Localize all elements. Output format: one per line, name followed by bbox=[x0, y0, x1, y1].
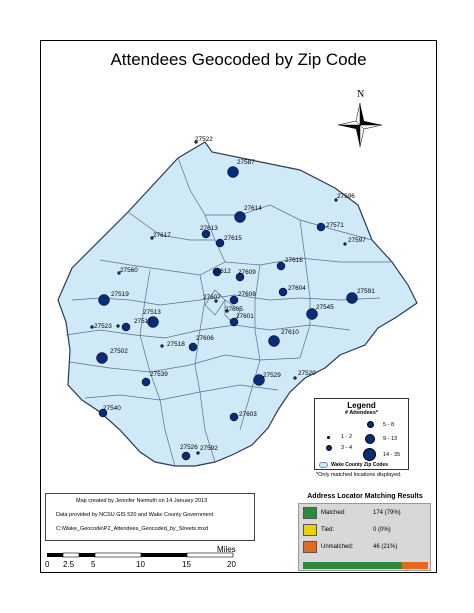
tied-value: 0 (0%) bbox=[373, 527, 391, 533]
legend-class-3: 5 - 8 bbox=[383, 422, 395, 428]
zip-label: 27518 bbox=[167, 341, 185, 348]
zip-label: 27613 bbox=[200, 225, 218, 232]
legend-note: *Only matched locations displayed. bbox=[316, 472, 402, 478]
zip-label: 27610 bbox=[281, 329, 299, 336]
zip-label: 27545 bbox=[316, 304, 334, 311]
zip-label: 27519 bbox=[111, 291, 129, 298]
attendee-dot bbox=[182, 452, 190, 460]
attendee-dot bbox=[161, 345, 164, 348]
legend-class-5: 14 - 35 bbox=[383, 452, 401, 458]
attendee-dot bbox=[97, 353, 108, 364]
zip-label: 27529 bbox=[263, 372, 281, 379]
legend-class-1: 1 - 2 bbox=[341, 434, 353, 440]
legend-dot-3 bbox=[367, 421, 374, 428]
legend-dot-5 bbox=[363, 448, 376, 461]
attendee-dot bbox=[277, 262, 285, 270]
tied-swatch bbox=[303, 524, 317, 536]
legend-class-2: 3 - 4 bbox=[341, 445, 353, 451]
unmatched-label: Unmatched: bbox=[321, 544, 354, 550]
scale-bar bbox=[47, 553, 233, 557]
zip-label: 27617 bbox=[153, 232, 171, 239]
zip-label: 27604 bbox=[288, 285, 306, 292]
results-row-tied bbox=[303, 524, 428, 537]
zip-label: 27609 bbox=[238, 269, 256, 276]
legend-dot-4 bbox=[365, 434, 375, 444]
legend-dot-2 bbox=[326, 445, 332, 451]
zip-label: 27560 bbox=[120, 267, 138, 274]
zip-label: 27614 bbox=[244, 205, 262, 212]
scale-tick: 5 bbox=[91, 560, 96, 569]
zip-label: 27592 bbox=[200, 445, 218, 452]
matched-value: 174 (79%) bbox=[373, 510, 401, 516]
zip-label: 27522 bbox=[195, 136, 213, 143]
unmatched-swatch bbox=[303, 541, 317, 553]
zip-label: 27601 bbox=[236, 313, 254, 320]
zip-label: 27526 bbox=[180, 444, 198, 451]
scale-tick: 20 bbox=[227, 560, 236, 569]
attendee-dot bbox=[269, 336, 280, 347]
zip-label: 27605 bbox=[225, 306, 243, 313]
attendee-dot bbox=[117, 325, 120, 328]
legend-subtitle: # Attendees* bbox=[344, 410, 379, 416]
attendee-dot bbox=[235, 212, 246, 223]
credits-line-3: C:\Wake_Geocode\P2_Attendees_Geocoded_by_Streets.mxd bbox=[56, 526, 209, 532]
zip-label: 27607 bbox=[203, 294, 221, 301]
north-label: N bbox=[357, 89, 365, 100]
zip-label: 27606 bbox=[196, 335, 214, 342]
scale-tick: 0 bbox=[45, 560, 50, 569]
map-title: Attendees Geocoded by Zip Code bbox=[110, 50, 367, 69]
zip-label: 27540 bbox=[103, 405, 121, 412]
zip-label: 27502 bbox=[110, 348, 128, 355]
attendee-dot bbox=[99, 295, 110, 306]
zip-label: 27596 bbox=[337, 193, 355, 200]
north-arrow-icon bbox=[338, 103, 382, 147]
matched-swatch bbox=[303, 507, 317, 519]
scale-unit: Miles bbox=[217, 545, 236, 554]
scale-tick: 2.5 bbox=[63, 560, 75, 569]
zip-label: 27603 bbox=[239, 411, 257, 418]
unmatched-value: 46 (21%) bbox=[373, 544, 398, 550]
attendee-dot bbox=[294, 377, 297, 380]
zip-label: 27511 bbox=[134, 318, 152, 325]
legend-class-4: 9 - 13 bbox=[383, 436, 398, 442]
attendee-dot bbox=[347, 293, 358, 304]
legend-title: Legend bbox=[347, 401, 376, 410]
results-row-unmatched bbox=[303, 541, 428, 554]
zip-label: 27608 bbox=[238, 291, 256, 298]
zip-label: 27513 bbox=[143, 309, 161, 316]
results-title: Address Locator Matching Results bbox=[307, 493, 423, 500]
zip-label: 27616 bbox=[285, 257, 303, 264]
zip-label: 27587 bbox=[237, 159, 255, 166]
credits-line-2: Data provided by NCSU GIS 520 and Wake County Government bbox=[56, 512, 214, 518]
zip-label: 27520 bbox=[298, 370, 316, 377]
scale-tick: 15 bbox=[182, 560, 191, 569]
zip-label: 27597 bbox=[348, 237, 366, 244]
matched-label: Matched: bbox=[321, 510, 346, 516]
attendee-dot bbox=[142, 378, 150, 386]
results-row-matched bbox=[303, 507, 428, 520]
zip-label: 27612 bbox=[213, 268, 231, 275]
tied-label: Tied: bbox=[321, 527, 335, 533]
scale-tick: 10 bbox=[136, 560, 145, 569]
zip-label: 27539 bbox=[150, 371, 168, 378]
zip-layer-swatch bbox=[319, 462, 328, 468]
credits-box bbox=[45, 493, 255, 541]
legend-zip-label: Wake County Zip Codes bbox=[331, 462, 389, 468]
attendee-dot bbox=[230, 296, 238, 304]
zip-label: 27615 bbox=[224, 235, 242, 242]
attendee-dot bbox=[317, 223, 325, 231]
zip-label: 27523 bbox=[94, 323, 112, 330]
results-progress-fill bbox=[303, 562, 402, 569]
zip-label: 27591 bbox=[357, 288, 375, 295]
credits-line-1: Map created by Jennifer Niemuth on 14 January 2013 bbox=[76, 498, 208, 504]
results-progress-bar bbox=[303, 562, 428, 569]
results-panel bbox=[298, 503, 431, 571]
attendee-dot bbox=[122, 323, 130, 331]
attendee-dot bbox=[279, 288, 287, 296]
attendee-dot bbox=[189, 343, 197, 351]
attendee-dot bbox=[230, 413, 238, 421]
legend-dot-1 bbox=[327, 436, 330, 439]
attendee-dot bbox=[344, 243, 347, 246]
zip-label: 27571 bbox=[326, 222, 344, 229]
attendee-dot bbox=[216, 239, 224, 247]
attendee-dot bbox=[228, 167, 239, 178]
legend bbox=[314, 398, 409, 470]
